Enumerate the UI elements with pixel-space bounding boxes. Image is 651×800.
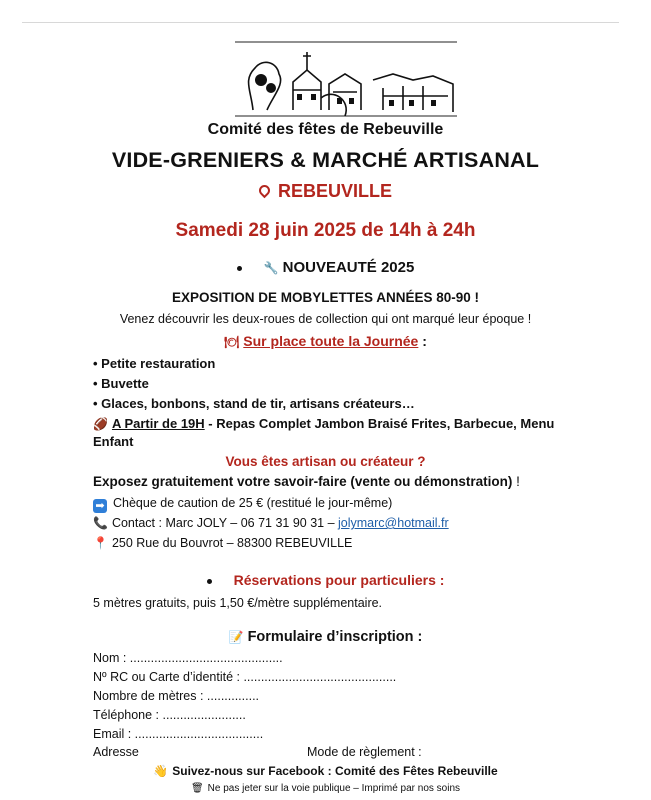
deposit-text: Chèque de caution de 25 € (restitué le jour-même) — [113, 496, 393, 510]
evening-prefix: A Partir de 19H — [111, 416, 205, 431]
city-label: REBEUVILLE — [277, 181, 392, 201]
waving-hand-icon: 👋 — [153, 764, 169, 778]
contact-email-link[interactable]: jolymarc@hotmail.fr — [338, 516, 449, 530]
form-title — [0, 629, 651, 645]
news-label: NOUVEAUTÉ 2025 — [282, 259, 415, 276]
facebook-line — [0, 764, 651, 778]
phone-icon: 📞 — [93, 516, 108, 530]
artisan-invite-end: ! — [512, 474, 520, 489]
form-field-phone: Téléphone : ........................ — [93, 708, 246, 722]
onsite-item: • Glaces, bonbons, stand de tir, artisans créateurs… — [93, 396, 415, 411]
form-field-id: Nº RC ou Carte d’identité : ............................................ — [93, 670, 397, 684]
top-divider — [22, 22, 619, 23]
village-logo — [233, 40, 459, 118]
committee-name: Comité des fêtes de Rebeuville — [207, 121, 444, 138]
deposit-line — [93, 496, 392, 513]
onsite-item: • Buvette — [93, 376, 149, 391]
map-pin-icon — [257, 183, 273, 199]
contact-text: Contact : Marc JOLY – 06 71 31 90 31 – — [111, 516, 339, 530]
memo-icon: 📝 — [228, 630, 244, 644]
expo-text: Venez découvrir les deux-roues de collection qui ont marqué leur époque ! — [119, 312, 532, 326]
pushpin-icon: 📍 — [93, 536, 108, 550]
onsite-title — [0, 333, 651, 349]
facebook-text: Suivez-nous sur Facebook : Comité des Fêtes Rebeuville — [172, 764, 498, 778]
reservations-title — [0, 572, 651, 588]
artisan-question: Vous êtes artisan ou créateur ? — [225, 454, 426, 469]
arrow-right-icon: ➡ — [93, 499, 107, 513]
artisan-invite-text: Exposez gratuitement votre savoir-faire (vente ou démonstration) — [93, 474, 513, 489]
address-text: 250 Rue du Bouvrot – 88300 REBEUVILLE — [111, 536, 353, 550]
form-field-name: Nom : ............................................ — [93, 651, 283, 665]
onsite-colon: : — [418, 333, 427, 349]
wrench-icon: 🔧 — [263, 261, 279, 275]
event-city — [0, 181, 651, 202]
evening-meal-continued: Enfant — [93, 434, 134, 449]
form-field-address: Adresse — [93, 745, 139, 759]
contact-line — [93, 516, 449, 530]
artisan-invite — [93, 474, 520, 489]
evening-meal — [93, 416, 554, 431]
event-title: VIDE-GRENIERS & MARCHÉ ARTISANAL — [111, 148, 540, 172]
address-line — [93, 536, 352, 550]
bullet — [207, 579, 212, 584]
bullet — [237, 266, 242, 271]
event-date: Samedi 28 juin 2025 de 14h à 24h — [175, 220, 476, 241]
expo-title: EXPOSITION DE MOBYLETTES ANNÉES 80-90 ! — [171, 290, 480, 305]
form-field-meters: Nombre de mètres : ............... — [93, 689, 260, 703]
plate-icon: 🍽 — [224, 335, 240, 349]
trash-bin-icon: 🗑 — [190, 783, 204, 794]
onsite-item: • Petite restauration — [93, 356, 216, 371]
evening-text: - Repas Complet Jambon Braisé Frites, Barbecue, Menu — [204, 416, 555, 431]
form-field-payment: Mode de règlement : — [307, 745, 422, 759]
form-field-email: Email : ..................................... — [93, 727, 264, 741]
footer-notice-text: Ne pas jeter sur la voie publique – Imprimé par nos soins — [207, 783, 461, 794]
footer-notice — [0, 783, 651, 794]
reservations-price: 5 mètres gratuits, puis 1,50 €/mètre supplémentaire. — [93, 596, 383, 610]
onsite-title-text: Sur place toute la Journée — [243, 333, 419, 349]
reservations-title-text: Réservations pour particuliers : — [233, 572, 445, 588]
news-heading — [0, 259, 651, 276]
form-title-text: Formulaire d’inscription : — [247, 629, 423, 645]
football-icon: 🏈 — [93, 417, 108, 431]
